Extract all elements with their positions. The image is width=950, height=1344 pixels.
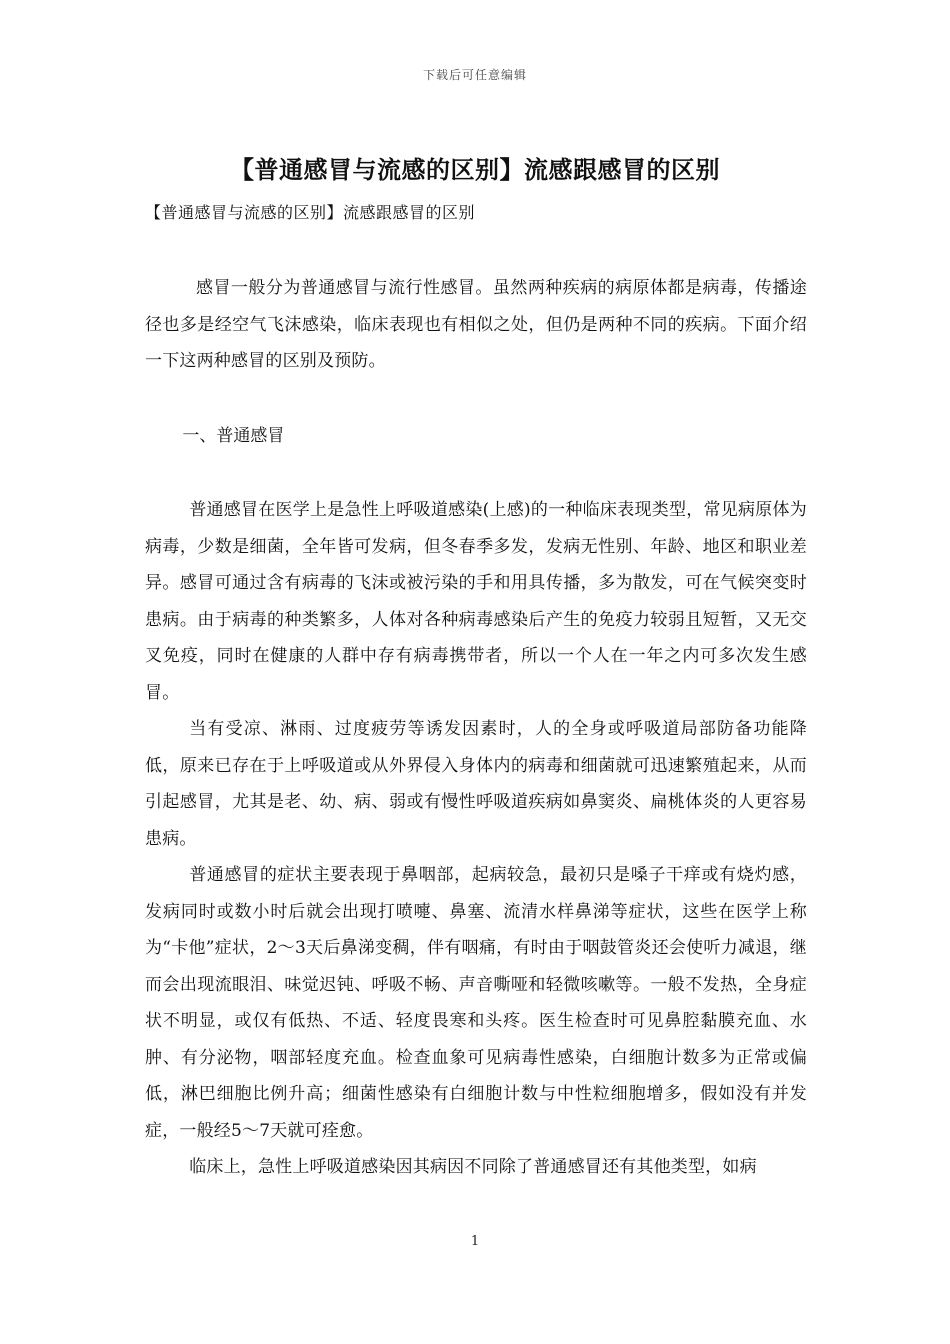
document-body bbox=[145, 270, 807, 1186]
section-heading: 一、普通感冒 bbox=[182, 425, 285, 446]
page-number: 1 bbox=[470, 1234, 480, 1249]
subtitle: 【普通感冒与流感的区别】流感跟感冒的区别 bbox=[145, 203, 476, 222]
header-note: 下载后可任意编辑 bbox=[422, 68, 527, 82]
page-title: 【普通感冒与流感的区别】流感跟感冒的区别 bbox=[230, 156, 720, 184]
body-paragraph-3: 普通感冒的症状主要表现于鼻咽部，起病较急，最初只是嗓子干痒或有烧灼感，发病同时或数小时后就会出现打喷嚏、鼻塞、流清水样鼻涕等症状，这些在医学上称为“卡他”症状，2～3天后鼻涕变稠，伴有咽痛，有时由于咽鼓管炎还会使听力减退，继而会出现流眼泪、味觉迟钝、呼吸不畅、声音嘶哑和轻微咳嗽等。一般不发热，全身症状不明显，或仅有低热、不适、轻度畏寒和头疼。医生检查时可见鼻腔黏膜充血、水肿、有分泌物，咽部轻度充血。检查血象可见病毒性感染，白细胞计数多为正常或偏低，淋巴细胞比例升高；细菌性感染有白细胞计数与中性粒细胞增多，假如没有并发症，一般经5～7天就可痊愈。 bbox=[145, 865, 807, 1141]
body-paragraph-1: 普通感冒在医学上是急性上呼吸道感染(上感)的一种临床表现类型，常见病原体为病毒，少数是细菌，全年皆可发病，但冬春季多发，发病无性别、年龄、地区和职业差异。感冒可通过含有病毒的飞沫或被污染的手和用具传播，多为散发，可在气候突变时患病。由于病毒的种类繁多，人体对各种病毒感染后产生的免疫力较弱且短暂，又无交叉免疫，同时在健康的人群中存有病毒携带者，所以一个人在一年之内可多次发生感冒。 bbox=[145, 500, 807, 703]
body-paragraph-4: 临床上，急性上呼吸道感染因其病因不同除了普通感冒还有其他类型，如病 bbox=[189, 1157, 757, 1177]
body-paragraph-2: 当有受凉、淋雨、过度疲劳等诱发因素时，人的全身或呼吸道局部防备功能降低，原来已存在于上呼吸道或从外界侵入身体内的病毒和细菌就可迅速繁殖起来，从而引起感冒，尤其是老、幼、病、弱或有慢性呼吸道疾病如鼻窦炎、扁桃体炎的人更容易患病。 bbox=[145, 719, 807, 849]
intro-paragraph: 感冒一般分为普通感冒与流行性感冒。虽然两种疾病的病原体都是病毒，传播途径也多是经空气飞沫感染，临床表现也有相似之处，但仍是两种不同的疾病。下面介绍一下这两种感冒的区别及预防。 bbox=[145, 278, 807, 371]
